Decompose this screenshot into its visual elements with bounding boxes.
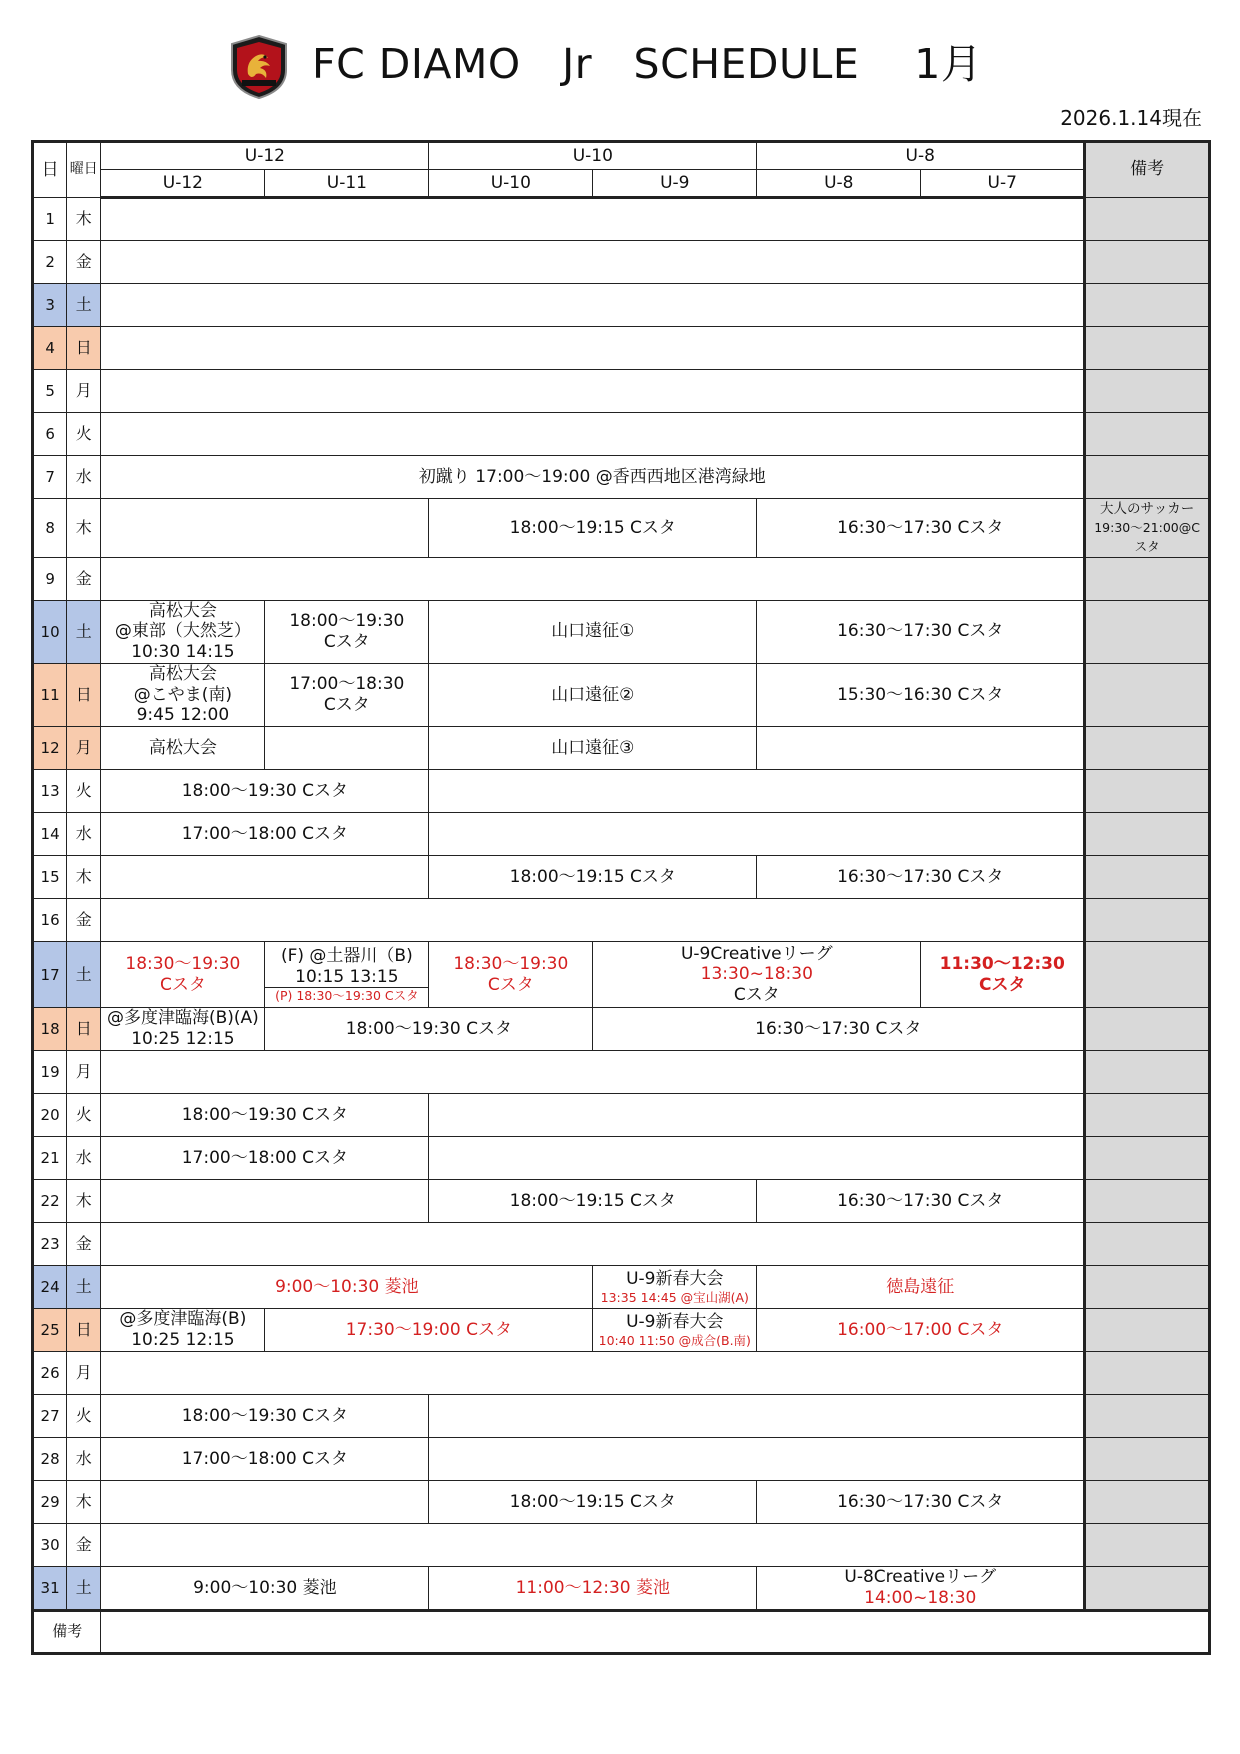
day-number-cell: 11 xyxy=(33,663,67,726)
weekday-cell: 木 xyxy=(67,856,101,899)
schedule-text: Cスタ xyxy=(323,695,370,716)
schedule-table xyxy=(31,140,1211,1655)
schedule-cell xyxy=(757,856,1085,899)
schedule-text: 18:00～19:30 Cスタ xyxy=(181,1104,348,1125)
schedule-cell xyxy=(101,198,1085,241)
day-number-cell: 27 xyxy=(33,1395,67,1438)
weekday-cell: 月 xyxy=(67,370,101,413)
schedule-cell xyxy=(429,1094,1085,1137)
schedule-text: 11:30～12:30 xyxy=(939,953,1065,974)
weekday-cell: 金 xyxy=(67,1223,101,1266)
day-number-cell: 3 xyxy=(33,284,67,327)
remarks-cell xyxy=(1085,899,1210,942)
remarks-cell xyxy=(1085,1223,1210,1266)
schedule-subtext: 10:40 11:50 @成合(B.南) xyxy=(598,1332,751,1348)
day-number-cell: 23 xyxy=(33,1223,67,1266)
remarks-cell xyxy=(1085,1524,1210,1567)
weekday-cell: 土 xyxy=(67,1266,101,1309)
schedule-text: 10:25 12:15 xyxy=(131,1330,235,1351)
schedule-text: 16:30～17:30 Cスタ xyxy=(837,517,1004,538)
schedule-text: 18:00～19:15 Cスタ xyxy=(509,866,676,887)
col-header-u7: U-7 xyxy=(921,170,1085,198)
schedule-text: Cスタ xyxy=(978,974,1026,995)
schedule-text: 16:30～17:30 Cスタ xyxy=(755,1018,922,1039)
schedule-subtext: 13:35 14:45 @宝山湖(A) xyxy=(600,1289,749,1305)
schedule-text: 10:15 13:15 xyxy=(295,966,399,987)
day-number-cell: 21 xyxy=(33,1137,67,1180)
schedule-cell xyxy=(101,663,265,726)
day-number-cell: 6 xyxy=(33,413,67,456)
table-row xyxy=(33,727,1210,770)
remarks-cell xyxy=(1085,942,1210,1008)
schedule-cell xyxy=(429,663,757,726)
table-row xyxy=(33,1137,1210,1180)
schedule-text: @東部（大然芝） xyxy=(114,621,251,642)
schedule-cell xyxy=(101,813,429,856)
schedule-text: Cスタ xyxy=(323,631,370,652)
schedule-cell xyxy=(101,600,265,663)
schedule-cell xyxy=(101,1438,429,1481)
table-row xyxy=(33,899,1210,942)
remark-text: 大人のサッカー xyxy=(1099,501,1195,517)
schedule-cell xyxy=(265,663,429,726)
day-number-cell: 8 xyxy=(33,499,67,558)
schedule-cell xyxy=(101,1180,429,1223)
weekday-cell: 水 xyxy=(67,1137,101,1180)
schedule-cell xyxy=(101,1266,593,1309)
schedule-text: 9:00～10:30 菱池 xyxy=(193,1577,337,1598)
schedule-text: 18:30～19:30 xyxy=(453,953,569,974)
schedule-cell xyxy=(265,1008,593,1051)
schedule-text: 10:30 14:15 xyxy=(131,642,235,663)
schedule-cell xyxy=(757,1481,1085,1524)
remarks-cell xyxy=(1085,1352,1210,1395)
day-number-cell: 25 xyxy=(33,1309,67,1352)
day-number-cell: 1 xyxy=(33,198,67,241)
schedule-cell xyxy=(757,499,1085,558)
page-header xyxy=(0,0,1240,140)
schedule-text: 16:00～17:00 Cスタ xyxy=(837,1319,1004,1340)
table-row xyxy=(33,942,1210,1008)
day-number-cell: 13 xyxy=(33,770,67,813)
remarks-cell xyxy=(1085,663,1210,726)
schedule-cell xyxy=(429,499,757,558)
schedule-text: 18:00～19:30 Cスタ xyxy=(345,1018,512,1039)
col-header-day: 日 xyxy=(33,142,67,198)
schedule-text: 山口遠征② xyxy=(551,684,635,705)
schedule-text: 15:30～16:30 Cスタ xyxy=(837,684,1004,705)
day-number-cell: 30 xyxy=(33,1524,67,1567)
schedule-cell xyxy=(265,942,429,1008)
schedule-cell xyxy=(101,1352,1085,1395)
table-row xyxy=(33,1395,1210,1438)
day-number-cell: 15 xyxy=(33,856,67,899)
schedule-cell xyxy=(429,727,757,770)
col-header-weekday: 曜日 xyxy=(67,142,101,198)
schedule-cell xyxy=(593,1309,757,1352)
remark-text: 19:30～21:00@Cスタ xyxy=(1094,520,1200,554)
table-row xyxy=(33,1266,1210,1309)
table-row xyxy=(33,1008,1210,1051)
weekday-cell: 金 xyxy=(67,1524,101,1567)
schedule-cell xyxy=(101,413,1085,456)
remarks-cell xyxy=(1085,370,1210,413)
table-row xyxy=(33,327,1210,370)
weekday-cell: 土 xyxy=(67,942,101,1008)
day-number-cell: 22 xyxy=(33,1180,67,1223)
schedule-text: 18:00～19:15 Cスタ xyxy=(509,517,676,538)
schedule-cell xyxy=(101,856,429,899)
weekday-cell: 月 xyxy=(67,1051,101,1094)
day-number-cell: 19 xyxy=(33,1051,67,1094)
schedule-cell xyxy=(101,942,265,1008)
schedule-cell xyxy=(101,456,1085,499)
schedule-text: 16:30～17:30 Cスタ xyxy=(837,866,1004,887)
schedule-text: Cスタ xyxy=(159,974,206,995)
weekday-cell: 木 xyxy=(67,1180,101,1223)
schedule-cell xyxy=(593,1266,757,1309)
schedule-cell xyxy=(101,770,429,813)
schedule-cell xyxy=(593,1008,1085,1051)
schedule-cell xyxy=(429,1481,757,1524)
schedule-text: 高松大会 xyxy=(148,600,217,621)
table-row xyxy=(33,1223,1210,1266)
day-number-cell: 14 xyxy=(33,813,67,856)
schedule-text: @多度津臨海(B)(A) xyxy=(106,1008,259,1029)
schedule-text: 11:00～12:30 菱池 xyxy=(515,1577,670,1598)
day-number-cell: 31 xyxy=(33,1567,67,1610)
schedule-cell xyxy=(757,600,1085,663)
schedule-cell xyxy=(101,1094,429,1137)
table-row xyxy=(33,770,1210,813)
schedule-cell xyxy=(101,284,1085,327)
remarks-cell xyxy=(1085,499,1210,558)
schedule-cell xyxy=(101,1008,265,1051)
remarks-cell xyxy=(1085,241,1210,284)
remarks-cell xyxy=(1085,1438,1210,1481)
weekday-cell: 日 xyxy=(67,1309,101,1352)
as-of-date: 2026.1.14現在 xyxy=(1060,106,1202,130)
footer-row xyxy=(33,1610,1210,1653)
weekday-cell: 水 xyxy=(67,456,101,499)
schedule-cell xyxy=(429,770,1085,813)
day-number-cell: 2 xyxy=(33,241,67,284)
schedule-cell xyxy=(429,813,1085,856)
schedule-text: Cスタ xyxy=(487,974,534,995)
schedule-cell xyxy=(101,1395,429,1438)
schedule-cell xyxy=(757,1180,1085,1223)
schedule-text: @多度津臨海(B) xyxy=(119,1309,247,1330)
remarks-cell xyxy=(1085,856,1210,899)
col-header-u10: U-10 xyxy=(429,170,593,198)
day-number-cell: 26 xyxy=(33,1352,67,1395)
schedule-cell xyxy=(429,1137,1085,1180)
schedule-cell xyxy=(101,727,265,770)
schedule-text: 18:00～19:30 Cスタ xyxy=(181,1405,348,1426)
weekday-cell: 土 xyxy=(67,284,101,327)
weekday-cell: 木 xyxy=(67,198,101,241)
schedule-text: 16:30～17:30 Cスタ xyxy=(837,1491,1004,1512)
schedule-cell xyxy=(757,1567,1085,1610)
schedule-text: 16:30～17:30 Cスタ xyxy=(837,1190,1004,1211)
schedule-text: 17:30～19:00 Cスタ xyxy=(345,1319,512,1340)
schedule-cell xyxy=(101,557,1085,600)
schedule-cell xyxy=(101,1051,1085,1094)
schedule-text: 18:30～19:30 xyxy=(125,953,241,974)
header-row-subs xyxy=(33,170,1210,198)
schedule-text: 山口遠征③ xyxy=(551,737,635,758)
table-row xyxy=(33,663,1210,726)
schedule-text: 9:00～10:30 菱池 xyxy=(275,1276,419,1297)
schedule-text: 高松大会 xyxy=(148,663,217,684)
schedule-cell xyxy=(429,856,757,899)
schedule-text: U-9新春大会 xyxy=(626,1312,724,1333)
day-number-cell: 7 xyxy=(33,456,67,499)
remarks-cell xyxy=(1085,1137,1210,1180)
schedule-cell xyxy=(429,1395,1085,1438)
weekday-cell: 火 xyxy=(67,1094,101,1137)
remarks-cell xyxy=(1085,1567,1210,1610)
schedule-cell xyxy=(757,663,1085,726)
weekday-cell: 火 xyxy=(67,1395,101,1438)
remarks-cell xyxy=(1085,727,1210,770)
col-header-u9: U-9 xyxy=(593,170,757,198)
col-header-u8: U-8 xyxy=(757,170,921,198)
remarks-cell xyxy=(1085,327,1210,370)
remarks-cell xyxy=(1085,1395,1210,1438)
table-row xyxy=(33,600,1210,663)
col-header-u11: U-11 xyxy=(265,170,429,198)
weekday-cell: 火 xyxy=(67,770,101,813)
schedule-cell xyxy=(757,1309,1085,1352)
schedule-text: Cスタ xyxy=(733,985,780,1006)
schedule-text: U-8Creativeリーグ xyxy=(844,1567,997,1588)
weekday-cell: 金 xyxy=(67,899,101,942)
header-row-groups xyxy=(33,142,1210,170)
schedule-text: 18:00～19:15 Cスタ xyxy=(509,1190,676,1211)
schedule-cell xyxy=(101,1137,429,1180)
remarks-cell xyxy=(1085,1481,1210,1524)
table-row xyxy=(33,557,1210,600)
col-header-remarks: 備考 xyxy=(1085,142,1210,198)
schedule-cell xyxy=(757,1266,1085,1309)
remarks-cell xyxy=(1085,413,1210,456)
schedule-text: 18:00～19:30 xyxy=(289,611,405,632)
table-row xyxy=(33,1094,1210,1137)
schedule-text: 17:00～18:30 xyxy=(289,674,405,695)
schedule-cell xyxy=(101,899,1085,942)
schedule-text: 18:00～19:30 Cスタ xyxy=(181,780,348,801)
weekday-cell: 金 xyxy=(67,241,101,284)
remarks-cell xyxy=(1085,557,1210,600)
table-row xyxy=(33,1438,1210,1481)
schedule-text: 18:00～19:15 Cスタ xyxy=(509,1491,676,1512)
day-number-cell: 16 xyxy=(33,899,67,942)
schedule-cell xyxy=(101,1309,265,1352)
schedule-cell xyxy=(101,1223,1085,1266)
weekday-cell: 月 xyxy=(67,727,101,770)
table-row xyxy=(33,1352,1210,1395)
col-header-u12: U-12 xyxy=(101,170,265,198)
schedule-cell xyxy=(101,1524,1085,1567)
schedule-cell xyxy=(429,600,757,663)
weekday-cell: 水 xyxy=(67,1438,101,1481)
schedule-cell xyxy=(265,1309,593,1352)
weekday-cell: 月 xyxy=(67,1352,101,1395)
weekday-cell: 日 xyxy=(67,1008,101,1051)
remarks-cell xyxy=(1085,284,1210,327)
schedule-cell xyxy=(101,241,1085,284)
schedule-text: 初蹴り 17:00～19:00 @香西西地区港湾緑地 xyxy=(418,466,766,487)
table-row xyxy=(33,1309,1210,1352)
remarks-cell xyxy=(1085,600,1210,663)
schedule-text: @こやま(南) xyxy=(133,684,233,705)
day-number-cell: 24 xyxy=(33,1266,67,1309)
col-header-group-u12: U-12 xyxy=(101,142,429,170)
table-row xyxy=(33,1180,1210,1223)
page-title: FC DIAMO Jr SCHEDULE 1月 xyxy=(312,40,983,88)
schedule-text: 14:00~18:30 xyxy=(864,1587,977,1608)
schedule-cell xyxy=(265,600,429,663)
remarks-cell xyxy=(1085,770,1210,813)
remarks-cell xyxy=(1085,456,1210,499)
schedule-cell xyxy=(101,370,1085,413)
schedule-text: 13:30~18:30 xyxy=(700,964,813,985)
schedule-text: 徳島遠征 xyxy=(886,1276,955,1297)
table-row xyxy=(33,1051,1210,1094)
weekday-cell: 水 xyxy=(67,813,101,856)
weekday-cell: 日 xyxy=(67,663,101,726)
schedule-subtext: (P) 18:30～19:30 Cスタ xyxy=(265,987,428,1003)
weekday-cell: 土 xyxy=(67,600,101,663)
schedule-cell xyxy=(593,942,921,1008)
weekday-cell: 木 xyxy=(67,1481,101,1524)
table-row xyxy=(33,1567,1210,1610)
schedule-cell xyxy=(429,1438,1085,1481)
table-row xyxy=(33,499,1210,558)
table-row xyxy=(33,241,1210,284)
day-number-cell: 4 xyxy=(33,327,67,370)
day-number-cell: 20 xyxy=(33,1094,67,1137)
remarks-cell xyxy=(1085,1094,1210,1137)
weekday-cell: 木 xyxy=(67,499,101,558)
remarks-cell xyxy=(1085,1309,1210,1352)
table-row xyxy=(33,1524,1210,1567)
col-header-group-u10: U-10 xyxy=(429,142,757,170)
day-number-cell: 28 xyxy=(33,1438,67,1481)
weekday-cell: 火 xyxy=(67,413,101,456)
schedule-text: 16:30～17:30 Cスタ xyxy=(837,621,1004,642)
table-row xyxy=(33,413,1210,456)
day-number-cell: 10 xyxy=(33,600,67,663)
footer-remarks-label: 備考 xyxy=(33,1610,101,1653)
table-row xyxy=(33,456,1210,499)
day-number-cell: 9 xyxy=(33,557,67,600)
weekday-cell: 土 xyxy=(67,1567,101,1610)
schedule-text: 10:25 12:15 xyxy=(131,1029,235,1050)
schedule-text: 高松大会 xyxy=(148,737,217,758)
schedule-cell xyxy=(101,1481,429,1524)
remarks-cell xyxy=(1085,1180,1210,1223)
table-row xyxy=(33,813,1210,856)
day-number-cell: 29 xyxy=(33,1481,67,1524)
weekday-cell: 日 xyxy=(67,327,101,370)
remarks-cell xyxy=(1085,1266,1210,1309)
schedule-text: 山口遠征① xyxy=(551,621,635,642)
remarks-cell xyxy=(1085,1008,1210,1051)
table-row xyxy=(33,198,1210,241)
schedule-text: 9:45 12:00 xyxy=(136,705,230,726)
remarks-cell xyxy=(1085,198,1210,241)
table-row xyxy=(33,856,1210,899)
club-crest-icon xyxy=(228,34,290,100)
remarks-cell xyxy=(1085,813,1210,856)
schedule-cell xyxy=(101,327,1085,370)
weekday-cell: 金 xyxy=(67,557,101,600)
schedule-cell xyxy=(429,1567,757,1610)
remarks-cell xyxy=(1085,1051,1210,1094)
schedule-cell xyxy=(921,942,1085,1008)
schedule-cell xyxy=(265,727,429,770)
schedule-text: 17:00～18:00 Cスタ xyxy=(181,1147,348,1168)
table-row xyxy=(33,284,1210,327)
schedule-text: (F) @土器川（B) xyxy=(280,945,413,966)
schedule-cell xyxy=(757,727,1085,770)
schedule-cell xyxy=(101,1567,429,1610)
table-row xyxy=(33,370,1210,413)
schedule-cell xyxy=(429,1180,757,1223)
schedule-text: 17:00～18:00 Cスタ xyxy=(181,823,348,844)
schedule-cell xyxy=(101,499,429,558)
table-row xyxy=(33,1481,1210,1524)
col-header-group-u8: U-8 xyxy=(757,142,1085,170)
schedule-text: 17:00～18:00 Cスタ xyxy=(181,1448,348,1469)
schedule-text: U-9新春大会 xyxy=(626,1269,724,1290)
schedule-cell xyxy=(429,942,593,1008)
day-number-cell: 5 xyxy=(33,370,67,413)
day-number-cell: 12 xyxy=(33,727,67,770)
day-number-cell: 18 xyxy=(33,1008,67,1051)
footer-remarks-content xyxy=(101,1610,1210,1653)
schedule-text: U-9Creativeリーグ xyxy=(680,943,833,964)
day-number-cell: 17 xyxy=(33,942,67,1008)
